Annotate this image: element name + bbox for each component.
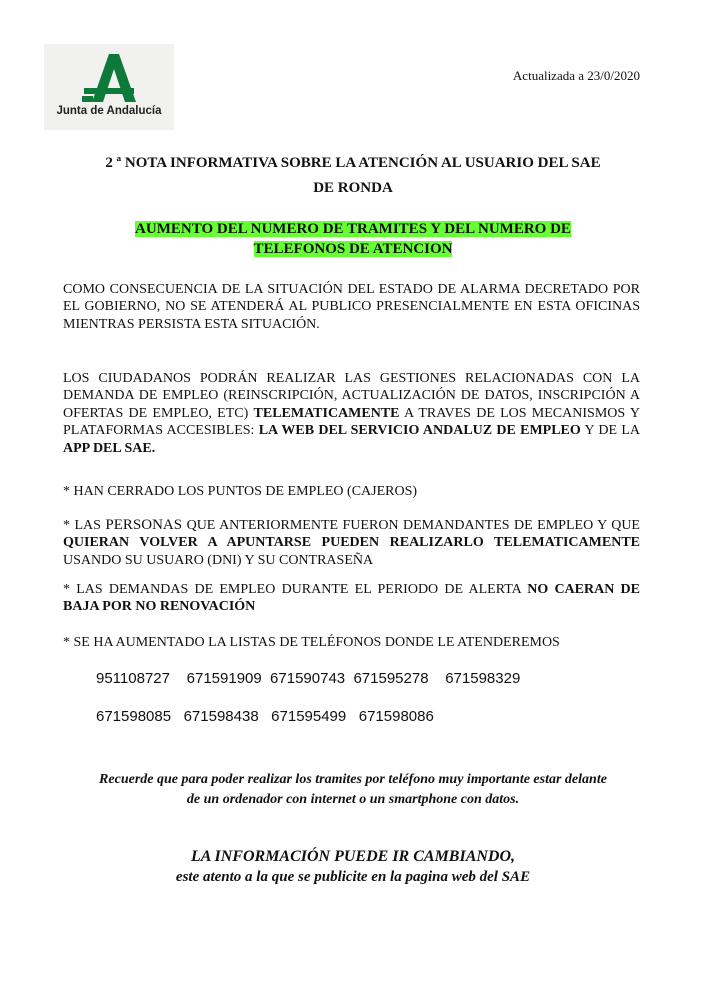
phone-procedure-note bbox=[60, 770, 646, 810]
p2-text-3: Y DE LA bbox=[580, 423, 640, 439]
paragraph-telematic-procedures bbox=[63, 370, 640, 457]
title-line-1: 2 ª NOTA INFORMATIVA SOBRE LA ATENCIÓN AL USUARIO DEL SAE bbox=[105, 155, 601, 171]
paragraph-closed-points: * HAN CERRADO LOS PUNTOS DE EMPLEO (CAJEROS) bbox=[63, 484, 418, 499]
subtitle-line-1: AUMENTO DEL NUMERO DE TRAMITES Y DEL NUMERO DE bbox=[135, 221, 571, 237]
junta-de-andalucia-logo bbox=[44, 44, 174, 130]
p2-bold-telematicamente: TELEMATICAMENTE bbox=[253, 405, 400, 421]
phone-numbers-row-1: 951108727 671591909 671590743 671595278 671598329 bbox=[96, 670, 521, 687]
p4-text-2: QUE ANTERIORMENTE FUERON DEMANDANTES DE EMPLEO Y QUE bbox=[182, 518, 640, 533]
p4-text-1: * LAS bbox=[63, 518, 106, 533]
p4-text-3: USANDO SU USUARO (DNI) Y SU CONTRASEÑA bbox=[63, 552, 374, 568]
p2-bold-web-sae: LA WEB DEL SERVICIO ANDALUZ DE EMPLEO bbox=[258, 423, 581, 439]
p5-bold-no-caeran: NO CAERAN DE BAJA POR NO RENOVACIÓN bbox=[63, 582, 641, 615]
p2-text-1: LOS CIUDADANOS PODRÁN REALIZAR LAS GESTIONES RELACIONADAS CON LA DEMANDA DE EMPLEO (REINSCRIPCIÓN, ACTUALIZACIÓN DE DATOS, INSCRIPCIÓN A OFERTAS DE EMPLEO, ETC) bbox=[63, 371, 640, 421]
subtitle-line-2: TELEFONOS DE ATENCION bbox=[253, 241, 453, 257]
title-line-2: DE RONDA bbox=[313, 180, 393, 196]
final-notice bbox=[60, 846, 646, 888]
andalucia-a-logo-icon bbox=[82, 54, 136, 104]
updated-date: Actualizada a 23/0/2020 bbox=[512, 68, 640, 83]
p4-text-personas: PERSONAS bbox=[105, 517, 183, 533]
note-line-1: Recuerde que para poder realizar los tramites por teléfono muy importante estar delante bbox=[99, 772, 607, 787]
p2-bold-app-sae: APP DEL SAE. bbox=[63, 440, 156, 456]
phone-numbers-row-2: 671598085 671598438 671595499 671598086 bbox=[96, 708, 434, 725]
final-line-2: este atento a la que se publicite en la pagina web del SAE bbox=[175, 869, 531, 885]
p2-text-2: A TRAVES DE LOS MECANISMOS Y PLATAFORMAS ACCESIBLES: bbox=[63, 405, 640, 439]
paragraph-no-removal bbox=[63, 581, 640, 616]
paragraph-alarm-state: COMO CONSECUENCIA DE LA SITUACIÓN DEL ESTADO DE ALARMA DECRETADO POR EL GOBIERNO, NO SE ATENDERÁ AL PUBLICO PRESENCIALMENTE EN ESTA OFICINAS MIENTRAS PERSISTA ESTA SITUACIÓN. bbox=[63, 282, 640, 332]
p4-bold-reapply: QUIERAN VOLVER A APUNTARSE PUEDEN REALIZARLO TELEMATICAMENTE bbox=[63, 535, 640, 551]
paragraph-phone-list-intro: * SE HA AUMENTADO LA LISTAS DE TELÉFONOS DONDE LE ATENDEREMOS bbox=[63, 635, 560, 650]
p5-text-1: * LAS DEMANDAS DE EMPLEO DURANTE EL PERIODO DE ALERTA bbox=[63, 582, 528, 597]
paragraph-former-applicants bbox=[63, 517, 640, 569]
page-title bbox=[60, 151, 646, 201]
note-line-2: de un ordenador con internet o un smartphone con datos. bbox=[186, 792, 520, 807]
final-line-1: LA INFORMACIÓN PUEDE IR CAMBIANDO, bbox=[190, 848, 516, 865]
logo-text: Junta de Andalucía bbox=[56, 105, 162, 117]
highlighted-subtitle bbox=[60, 219, 646, 259]
